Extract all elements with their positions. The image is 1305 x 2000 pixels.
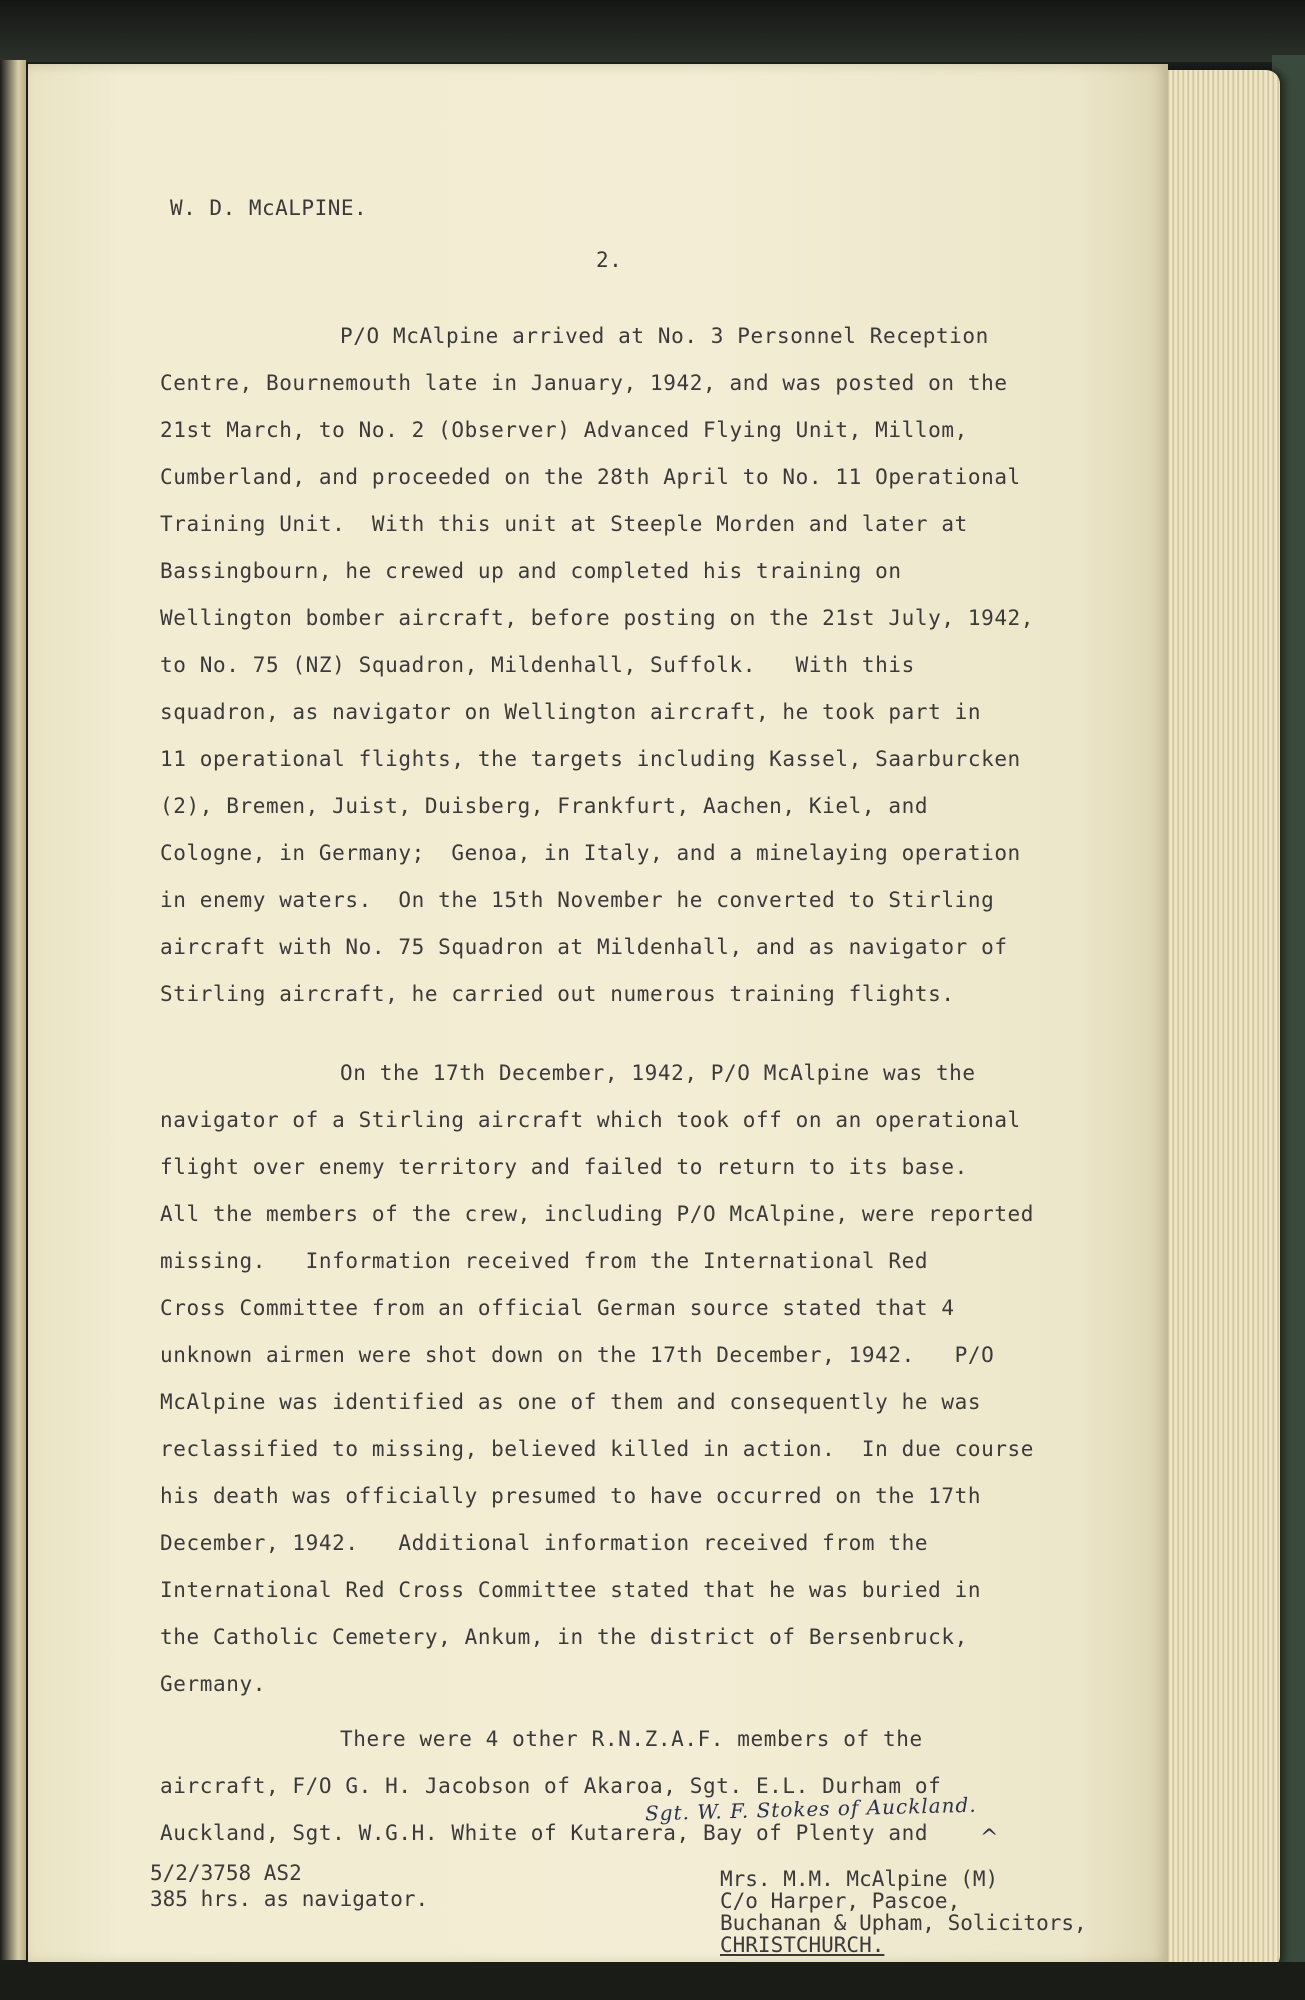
stacked-page-edges <box>1160 70 1280 1970</box>
text-line: Cologne, in Germany; Genoa, in Italy, and a minelaying operation <box>160 841 1021 865</box>
text-line: his death was officially presumed to have occurred on the 17th <box>160 1484 982 1508</box>
text-line: International Red Cross Committee stated that he was buried in <box>160 1578 982 1602</box>
paragraph-2 <box>160 1050 1100 1708</box>
text-line: P/O McAlpine arrived at No. 3 Personnel Reception <box>340 324 989 348</box>
handwritten-insertion: Sgt. W. F. Stokes of Auckland. <box>644 1792 977 1826</box>
text-line: All the members of the crew, including P/O McAlpine, were reported <box>160 1202 1035 1226</box>
address-line: Mrs. M.M. McAlpine (M) <box>720 1867 999 1891</box>
text-line: unknown airmen were shot down on the 17th December, 1942. P/O <box>160 1343 995 1367</box>
text-line: December, 1942. Additional information received from the <box>160 1531 929 1555</box>
insertion-caret: ^ <box>980 1826 999 1851</box>
text-line: to No. 75 (NZ) Squadron, Mildenhall, Suffolk. With this <box>160 653 915 677</box>
text-line: Wellington bomber aircraft, before posting on the 21st July, 1942, <box>160 606 1035 630</box>
text-line: There were 4 other R.N.Z.A.F. members of the <box>340 1727 923 1751</box>
file-reference <box>150 1860 428 1912</box>
text-line: On the 17th December, 1942, P/O McAlpine was the <box>340 1061 976 1085</box>
text-line: navigator of a Stirling aircraft which took off on an operational <box>160 1108 1021 1132</box>
page-number: 2. <box>596 248 623 272</box>
text-line: Stirling aircraft, he carried out numerous training flights. <box>160 982 955 1006</box>
text-line: Centre, Bournemouth late in January, 1942, and was posted on the <box>160 371 1008 395</box>
text-line: Cumberland, and proceeded on the 28th April to No. 11 Operational <box>160 465 1021 489</box>
text-line: in enemy waters. On the 15th November he converted to Stirling <box>160 888 995 912</box>
address-line: C/o Harper, Pascoe, <box>720 1889 961 1913</box>
file-number: 5/2/3758 AS2 <box>150 1861 302 1885</box>
text-line: McAlpine was identified as one of them and consequently he was <box>160 1390 982 1414</box>
book-binding-top <box>0 0 1305 62</box>
paragraph-1 <box>160 313 1100 1018</box>
text-line: Auckland, Sgt. W.G.H. White of Kutarera, Bay of Plenty and <box>160 1821 929 1845</box>
text-line: squadron, as navigator on Wellington aircraft, he took part in <box>160 700 982 724</box>
text-line: missing. Information received from the International Red <box>160 1249 929 1273</box>
text-line: Bassingbourn, he crewed up and completed his training on <box>160 559 902 583</box>
next-of-kin-address <box>720 1868 1087 1956</box>
document-heading: W. D. McALPINE. <box>170 196 368 220</box>
text-line: the Catholic Cemetery, Ankum, in the district of Bersenbruck, <box>160 1625 968 1649</box>
bottom-shadow <box>0 1962 1305 2000</box>
text-line: (2), Bremen, Juist, Duisberg, Frankfurt, Aachen, Kiel, and <box>160 794 929 818</box>
text-line: Cross Committee from an official German source stated that 4 <box>160 1296 955 1320</box>
previous-page-edge <box>0 60 26 1960</box>
text-line: flight over enemy territory and failed to return to its base. <box>160 1155 968 1179</box>
text-line: 11 operational flights, the targets including Kassel, Saarburcken <box>160 747 1021 771</box>
flying-hours: 385 hrs. as navigator. <box>150 1887 429 1911</box>
address-city: CHRISTCHURCH. <box>720 1933 885 1957</box>
text-line: reclassified to missing, believed killed in action. In due course <box>160 1437 1035 1461</box>
text-line: aircraft, F/O G. H. Jacobson of Akaroa, Sgt. E.L. Durham of <box>160 1774 942 1798</box>
address-line: Buchanan & Upham, Solicitors, <box>720 1911 1087 1935</box>
text-line: 21st March, to No. 2 (Observer) Advanced Flying Unit, Millom, <box>160 418 968 442</box>
text-line: Training Unit. With this unit at Steeple Morden and later at <box>160 512 968 536</box>
text-line: aircraft with No. 75 Squadron at Mildenhall, and as navigator of <box>160 935 1008 959</box>
paragraph-3 <box>160 1716 1100 1857</box>
text-line: Germany. <box>160 1672 266 1696</box>
